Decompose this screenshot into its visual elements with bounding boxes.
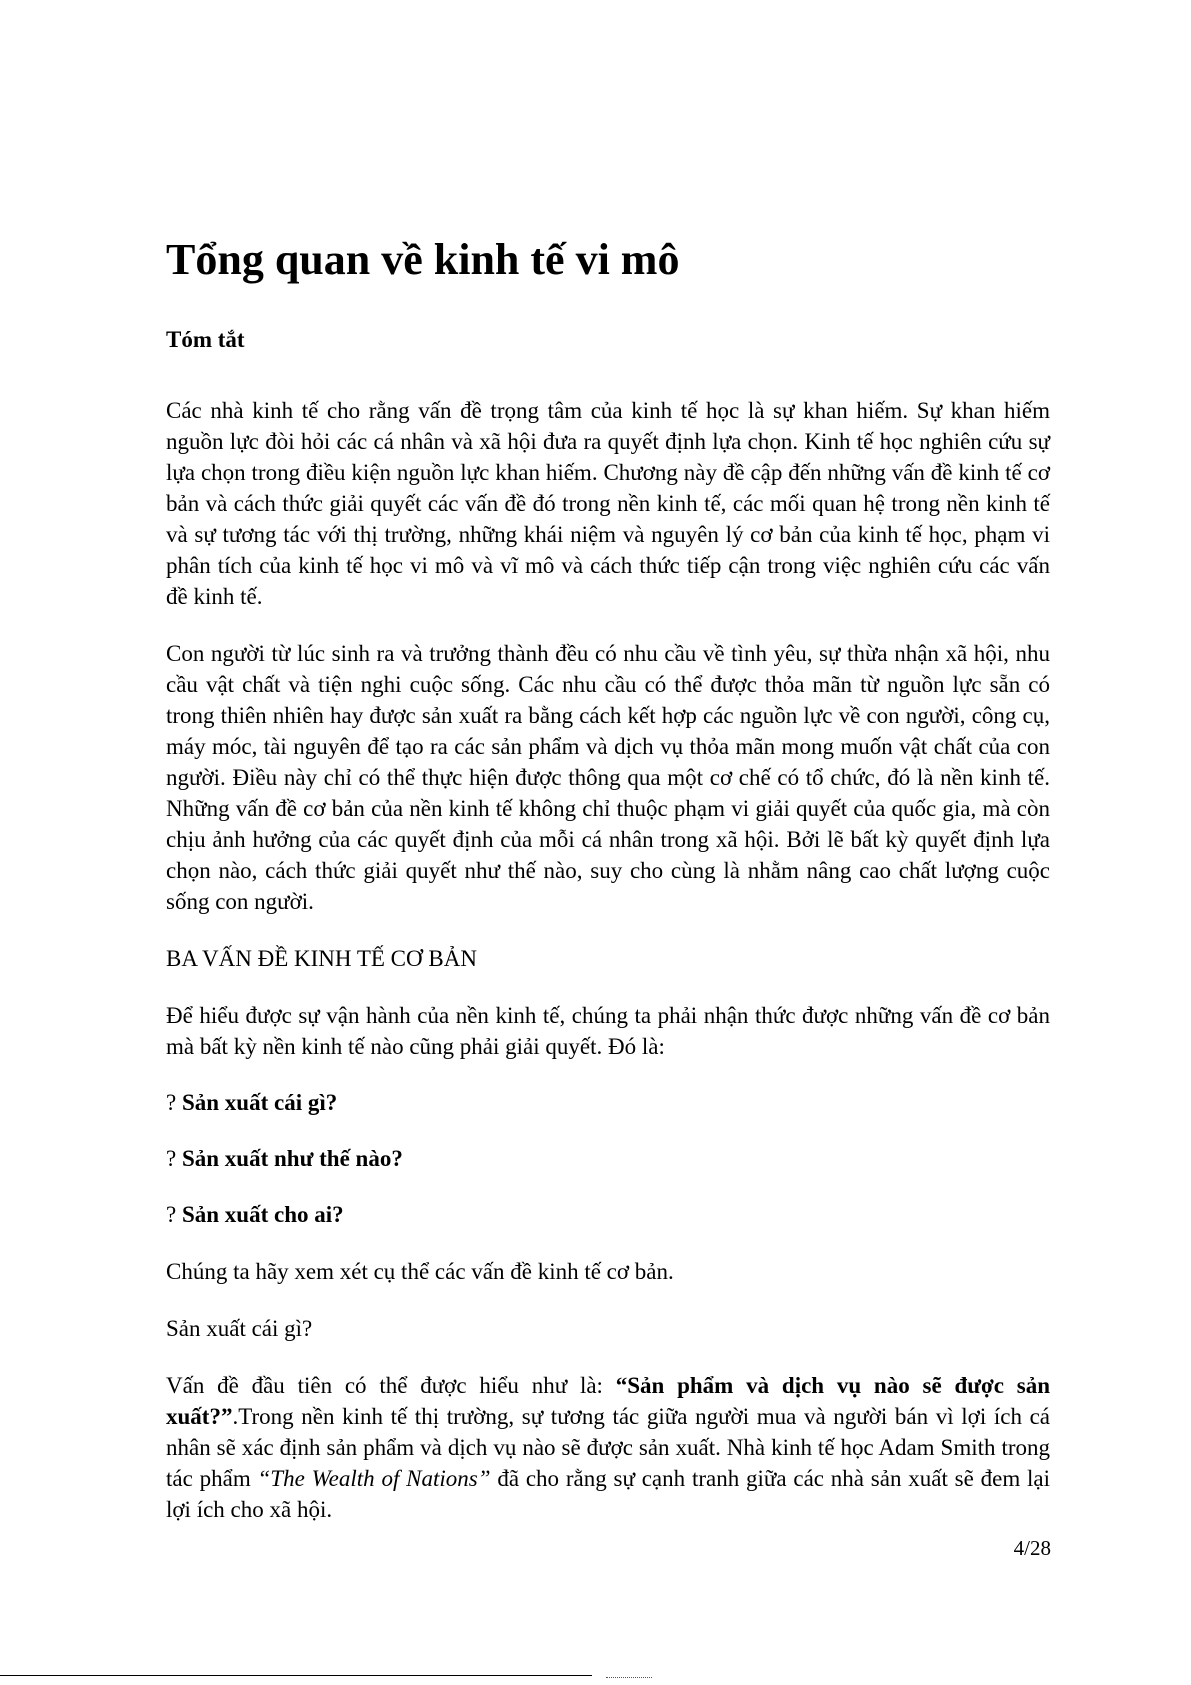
- question-bullet: ?: [166, 1202, 177, 1227]
- question-bullet: ?: [166, 1146, 177, 1171]
- paragraph-middle: .Trong nền kinh tế thị trường, sự tương tác giữa người mua và người bán vì lợi ích cá nhân sẽ xác định sản phẩm và dịch vụ nào sẽ được sản xuất. Nhà kinh tế học Adam Smith trong tác phẩm: [166, 1404, 1050, 1491]
- page-content: [166, 232, 1050, 1525]
- paragraph-lead: Vấn đề đầu tiên có thể được hiểu như là:: [166, 1373, 616, 1398]
- section-heading: BA VẤN ĐỀ KINH TẾ CƠ BẢN: [166, 946, 477, 971]
- what-to-produce-paragraph: [166, 1370, 1050, 1525]
- question-item: [166, 1144, 1050, 1174]
- review-paragraph: Chúng ta hãy xem xét cụ thể các vấn đề kinh tế cơ bản.: [166, 1259, 674, 1284]
- question-text: Sản xuất cái gì?: [181, 1090, 338, 1115]
- summary-heading: Tóm tắt: [166, 327, 245, 352]
- page-title: Tổng quan về kinh tế vi mô: [166, 235, 680, 284]
- paragraph-bold-quote: “Sản phẩm và dịch vụ nào sẽ được sản xuất?”: [166, 1373, 1051, 1429]
- page-number: 4/28: [1013, 1536, 1051, 1560]
- intro-paragraph: Để hiểu được sự vận hành của nền kinh tế, chúng ta phải nhận thức được những vấn đề cơ bản mà bất kỳ nền kinh tế nào cũng phải giải quyết. Đó là:: [166, 1003, 1050, 1059]
- summary-paragraph: Các nhà kinh tế cho rằng vấn đề trọng tâm của kinh tế học là sự khan hiếm. Sự khan hiếm nguồn lực đòi hỏi các cá nhân và xã hội đưa ra quyết định lựa chọn. Kinh tế học nghiên cứu sự lựa chọn trong điều kiện nguồn lực khan hiếm. Chương này đề cập đến những vấn đề kinh tế cơ bản và cách thức giải quyết các vấn đề đó trong nền kinh tế, các mối quan hệ trong nền kinh tế và sự tương tác với thị trường, những khái niệm và nguyên lý cơ bản của kinh tế học, phạm vi phân tích của kinh tế học vi mô và vĩ mô và cách thức tiếp cận trong việc nghiên cứu các vấn đề kinh tế.: [166, 398, 1050, 609]
- bottom-divider: [0, 1675, 592, 1676]
- question-bullet: ?: [166, 1090, 177, 1115]
- book-title: “The Wealth of Nations”: [257, 1466, 491, 1491]
- question-text: Sản xuất như thế nào?: [181, 1146, 403, 1171]
- question-text: Sản xuất cho ai?: [181, 1202, 344, 1227]
- needs-paragraph: Con người từ lúc sinh ra và trưởng thành đều có nhu cầu về tình yêu, sự thừa nhận xã hội, nhu cầu vật chất và tiện nghi cuộc sống. Các nhu cầu có thể được thỏa mãn từ nguồn lực sẵn có trong thiên nhiên hay được sản xuất ra bằng cách kết hợp các nguồn lực về con người, công cụ, máy móc, tài nguyên để tạo ra các sản phẩm và dịch vụ thỏa mãn mong muốn vật chất của con người. Điều này chỉ có thể thực hiện được thông qua một cơ chế có tổ chức, đó là nền kinh tế. Những vấn đề cơ bản của nền kinh tế không chỉ thuộc phạm vi giải quyết của quốc gia, mà còn chịu ảnh hưởng của các quyết định của mỗi cá nhân trong xã hội. Bởi lẽ bất kỳ quyết định lựa chọn nào, cách thức giải quyết như thế nào, suy cho cùng là nhằm nâng cao chất lượng cuộc sống con người.: [166, 641, 1050, 914]
- bottom-mark: [606, 1677, 652, 1681]
- question-item: [166, 1200, 1050, 1230]
- question-item: [166, 1088, 1050, 1118]
- subsection-heading: Sản xuất cái gì?: [166, 1316, 313, 1341]
- paragraph-tail: đã cho rằng sự cạnh tranh giữa các nhà sản xuất sẽ đem lại lợi ích cho xã hội.: [166, 1466, 1051, 1522]
